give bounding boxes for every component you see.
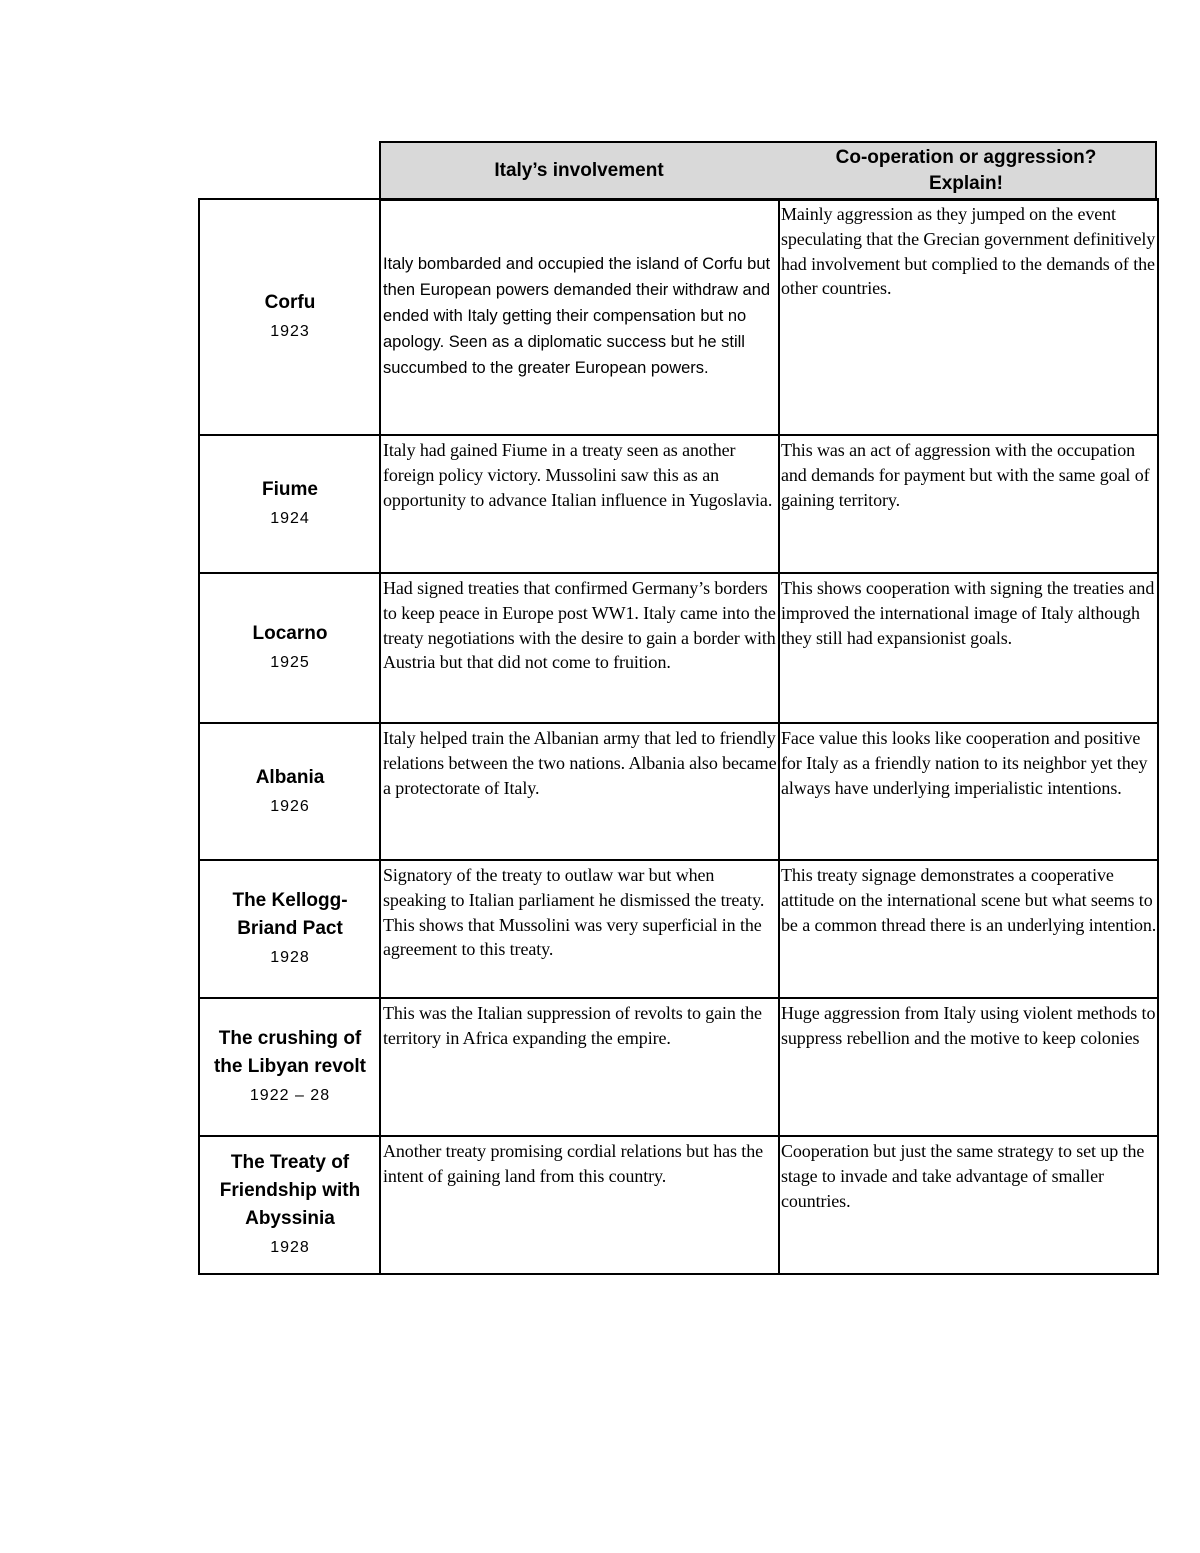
event-year: 1928: [270, 1239, 310, 1256]
table-row: [198, 200, 1159, 436]
involvement-text: Signatory of the treaty to outlaw war but when speaking to Italian parliament he dismissed the treaty. This shows that Mussolini was very superficial in the agreement to this treaty.: [383, 865, 765, 960]
event-cell: [198, 436, 380, 574]
event-name: The Kellogg-Briand Pact: [232, 890, 348, 939]
header-cooperation-line1: Co-operation or aggression?: [835, 147, 1097, 168]
explanation-cell: [778, 436, 1159, 574]
event-year: 1922 – 28: [249, 1087, 331, 1104]
involvement-text: Italy bombarded and occupied the island of Corfu but then European powers demanded their withdraw and ended with Italy getting their compensation but no apology. Seen as a diplomatic success but he still succumbed to the greater European powers.: [383, 255, 771, 377]
explanation-text: Mainly aggression as they jumped on the event speculating that the Grecian government definitively had involvement but complied to the demands of the other countries.: [781, 204, 1156, 299]
involvement-cell: [379, 861, 778, 999]
event-name: The Treaty of Friendship with Abyssinia: [219, 1152, 361, 1229]
event-cell: [198, 1137, 380, 1275]
header-cooperation: [777, 141, 1157, 201]
event-year: 1923: [270, 323, 310, 340]
explanation-cell: [778, 861, 1159, 999]
involvement-cell: [379, 574, 778, 724]
header-cooperation-line2: Explain!: [929, 173, 1003, 194]
table-row: [198, 724, 1159, 861]
event-cell: [198, 724, 380, 861]
explanation-text: Face value this looks like cooperation and positive for Italy as a friendly nation to its neighbor yet they always have underlying imperialistic intentions.: [781, 728, 1148, 798]
event-name: Corfu: [264, 292, 316, 313]
involvement-cell: [379, 436, 778, 574]
event-year: 1925: [270, 654, 310, 671]
involvement-cell: [379, 1137, 778, 1275]
explanation-cell: [778, 574, 1159, 724]
header-involvement: [379, 141, 779, 201]
involvement-text: Had signed treaties that confirmed Germany’s borders to keep peace in Europe post WW1. Italy came into the treaty negotiations with the desire to gain a border with Austria but that did not come to fruition.: [383, 578, 776, 673]
table-row: [198, 861, 1159, 999]
explanation-text: Cooperation but just the same strategy to set up the stage to invade and take advantage of smaller countries.: [781, 1141, 1145, 1211]
explanation-text: Huge aggression from Italy using violent methods to suppress rebellion and the motive to keep colonies: [781, 1003, 1156, 1048]
involvement-text: Another treaty promising cordial relations but has the intent of gaining land from this country.: [383, 1141, 764, 1186]
explanation-cell: [778, 999, 1159, 1137]
event-cell: [198, 200, 380, 436]
event-year: 1924: [270, 510, 310, 527]
involvement-text: Italy had gained Fiume in a treaty seen as another foreign policy victory. Mussolini saw this as an opportunity to advance Italian influence in Yugoslavia.: [383, 440, 773, 510]
explanation-text: This treaty signage demonstrates a cooperative attitude on the international scene but what seems to be a common thread there is an underlying intention.: [781, 865, 1157, 935]
event-year: 1928: [270, 949, 310, 966]
table-row: [198, 999, 1159, 1137]
event-year: 1926: [270, 797, 310, 815]
table-row: [198, 574, 1159, 724]
explanation-text: This shows cooperation with signing the treaties and improved the international image of Italy although they still had expansionist goals.: [781, 578, 1155, 648]
event-name: The crushing of the Libyan revolt: [213, 1028, 367, 1077]
event-cell: [198, 861, 380, 999]
event-cell: [198, 574, 380, 724]
involvement-text: Italy helped train the Albanian army that led to friendly relations between the two nations. Albania also became a protectorate of Italy.: [383, 728, 777, 798]
explanation-cell: [778, 200, 1159, 436]
event-name: Locarno: [252, 623, 328, 644]
involvement-cell: [379, 999, 778, 1137]
involvement-text: This was the Italian suppression of revolts to gain the territory in Africa expanding the empire.: [383, 1003, 762, 1048]
event-name: Albania: [255, 766, 325, 788]
event-cell: [198, 999, 380, 1137]
event-name: Fiume: [262, 479, 318, 500]
header-involvement-label: Italy’s involvement: [494, 160, 664, 181]
explanation-cell: [778, 724, 1159, 861]
involvement-cell: [379, 724, 778, 861]
explanation-text: This was an act of aggression with the occupation and demands for payment but with the same goal of gaining territory.: [781, 440, 1150, 510]
involvement-cell: [379, 200, 778, 436]
explanation-cell: [778, 1137, 1159, 1275]
table-row: [198, 1137, 1159, 1275]
table-row: [198, 436, 1159, 574]
